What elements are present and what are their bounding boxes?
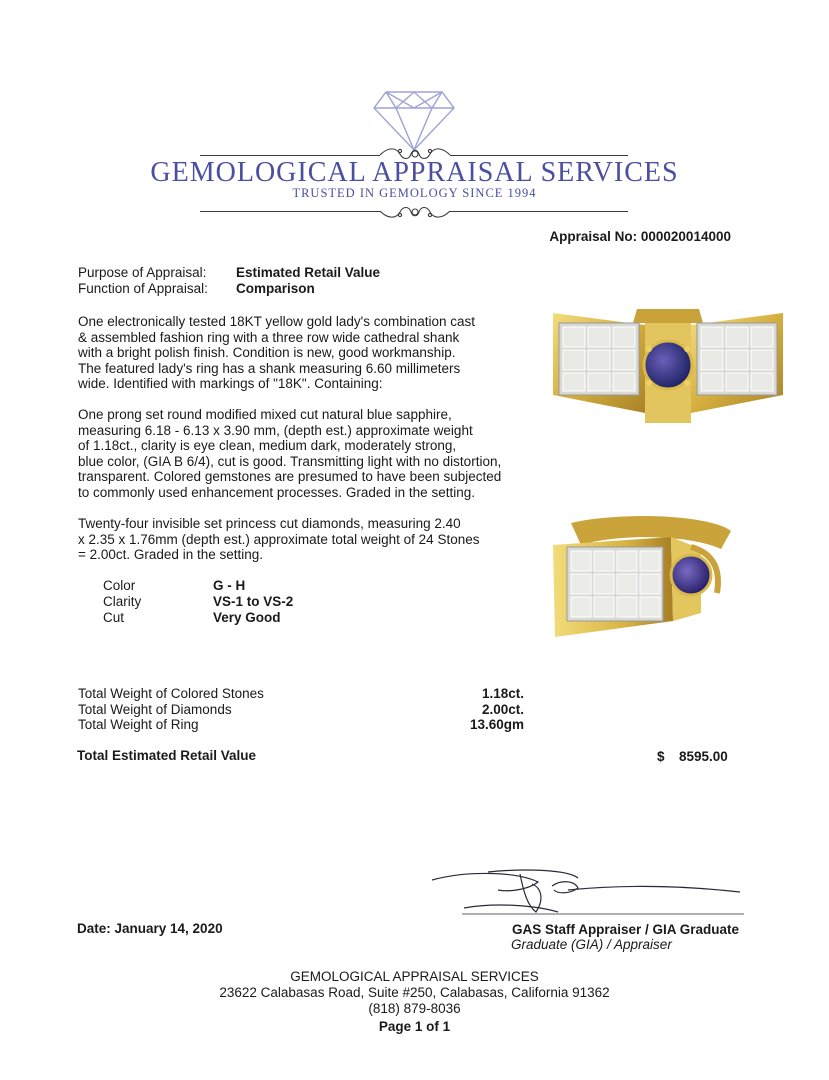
text-line: wide. Identified with markings of "18K". Containing: bbox=[78, 376, 383, 392]
appraiser-title: GAS Staff Appraiser / GIA Graduate bbox=[511, 922, 739, 937]
header-rule-bottom-right bbox=[450, 211, 628, 212]
appraisal-date: Date: January 14, 2020 bbox=[77, 921, 223, 936]
text-line: Twenty-four invisible set princess cut diamonds, measuring 2.40 bbox=[78, 516, 461, 531]
text-line: One electronically tested 18KT yellow gold lady's combination cast bbox=[78, 314, 476, 329]
text-line: to commonly used enhancement processes. Graded in the setting. bbox=[78, 484, 475, 500]
ring-front-photo bbox=[541, 303, 795, 441]
footer-phone: (818) 879-8036 bbox=[368, 1001, 461, 1016]
header-rule-top-right bbox=[450, 155, 628, 156]
purpose-label: Purpose of Appraisal: bbox=[78, 265, 207, 280]
text-line: = 2.00ct. Graded in the setting. bbox=[78, 547, 263, 563]
total-ring-weight-label: Total Weight of Ring bbox=[78, 717, 199, 732]
text-line: x 2.35 x 1.76mm (depth est.) approximate total weight of 24 Stones bbox=[78, 531, 480, 547]
text-line: of 1.18ct., clarity is eye clean, medium dark, moderately strong, bbox=[78, 438, 457, 454]
text-line: blue color, (GIA B 6/4), cut is good. Transmitting light with no distortion, bbox=[78, 453, 502, 469]
diamond-logo-icon bbox=[372, 88, 456, 152]
retail-value-label: Total Estimated Retail Value bbox=[77, 748, 257, 763]
footer-company: GEMOLOGICAL APPRAISAL SERVICES bbox=[290, 969, 539, 984]
diamonds-description-paragraph bbox=[78, 516, 518, 563]
appraiser-subtitle: Graduate (GIA) / Appraiser bbox=[511, 937, 672, 952]
company-tagline: TRUSTED IN GEMOLOGY SINCE 1994 bbox=[292, 186, 537, 200]
spec-cut-label: Cut bbox=[103, 610, 125, 625]
company-name: GEMOLOGICAL APPRAISAL SERVICES bbox=[150, 157, 679, 188]
text-line: with a bright polish finish. Condition is new, good workmanship. bbox=[78, 345, 456, 361]
spec-clarity-label: Clarity bbox=[103, 594, 142, 609]
flourish-ornament-icon bbox=[378, 202, 452, 222]
spec-clarity-value: VS-1 to VS-2 bbox=[213, 594, 294, 609]
page-number: Page 1 of 1 bbox=[378, 1019, 451, 1034]
total-ring-weight-value: 13.60gm bbox=[469, 717, 524, 732]
purpose-value: Estimated Retail Value bbox=[236, 265, 381, 280]
total-colored-stones-value: 1.18ct. bbox=[481, 686, 524, 701]
sapphire-description-paragraph bbox=[78, 407, 518, 501]
total-diamonds-value: 2.00ct. bbox=[481, 702, 524, 717]
spec-color-value: G - H bbox=[213, 578, 246, 593]
header-rule-top-left bbox=[200, 155, 380, 156]
text-line: & assembled fashion ring with a three row wide cathedral shank bbox=[78, 329, 460, 345]
function-value: Comparison bbox=[236, 281, 315, 296]
text-line: The featured lady's ring has a shank measuring 6.60 millimeters bbox=[78, 360, 461, 376]
appraiser-signature bbox=[428, 860, 758, 920]
text-line: One prong set round modified mixed cut natural blue sapphire, bbox=[78, 407, 452, 422]
spec-color-label: Color bbox=[103, 578, 136, 593]
spec-cut-value: Very Good bbox=[213, 610, 281, 625]
retail-value: 8595.00 bbox=[679, 749, 728, 764]
text-line: transparent. Colored gemstones are presumed to have been subjected bbox=[78, 469, 502, 485]
header-rule-bottom-left bbox=[200, 211, 380, 212]
retail-currency: $ bbox=[657, 749, 665, 764]
ring-description-paragraph bbox=[78, 314, 518, 392]
footer-address: 23622 Calabasas Road, Suite #250, Calabasas, California 91362 bbox=[219, 985, 610, 1000]
total-colored-stones-label: Total Weight of Colored Stones bbox=[78, 686, 264, 701]
total-diamonds-label: Total Weight of Diamonds bbox=[78, 702, 232, 717]
appraisal-number: Appraisal No: 000020014000 bbox=[549, 229, 731, 244]
text-line: measuring 6.18 - 6.13 x 3.90 mm, (depth est.) approximate weight bbox=[78, 422, 473, 438]
ring-side-photo bbox=[541, 509, 795, 644]
function-label: Function of Appraisal: bbox=[78, 281, 208, 296]
